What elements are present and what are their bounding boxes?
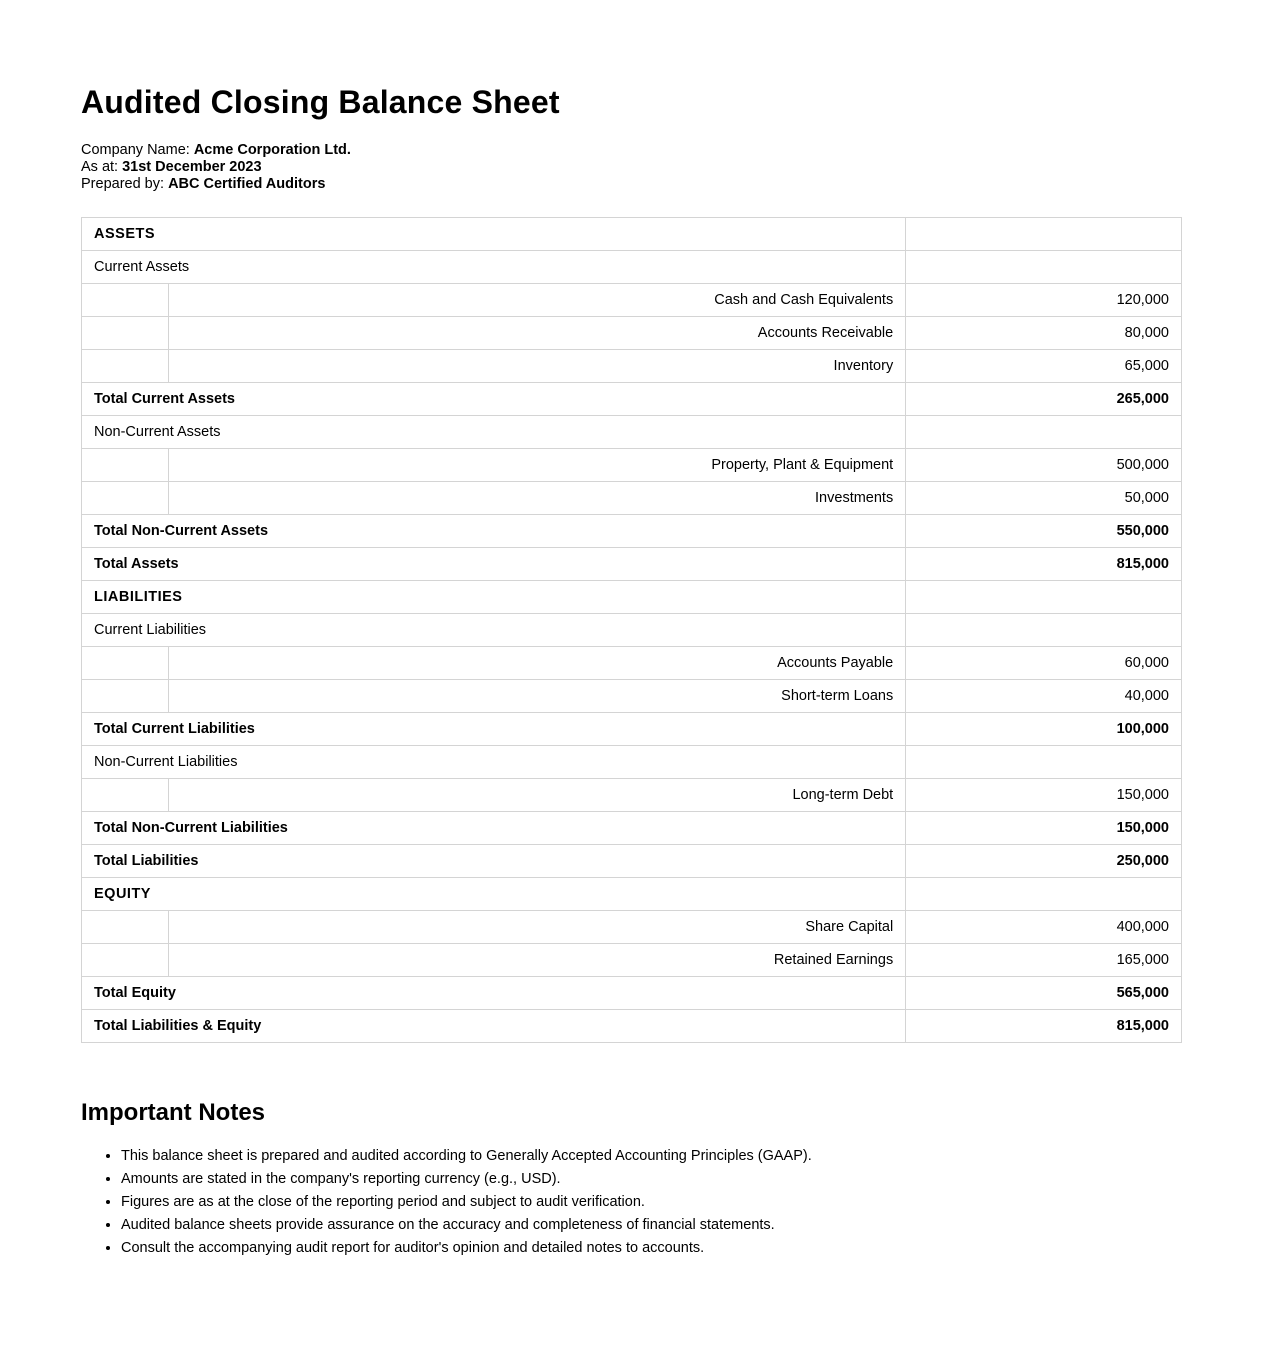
table-row [82,614,1182,647]
total-amount: 265,000 [906,383,1182,416]
company-name-value: Acme Corporation Ltd. [193,142,351,158]
table-row [82,944,1182,977]
table-row [82,713,1182,746]
total-amount: 815,000 [906,1010,1182,1043]
company-name-line [81,142,351,159]
line-item-amount: 150,000 [906,779,1182,812]
indent-cell [82,350,169,383]
indent-cell [82,449,169,482]
total-amount: 150,000 [906,812,1182,845]
total-label: Total Liabilities & Equity [82,1010,906,1043]
indent-cell [82,680,169,713]
subsection-label: Current Assets [82,251,906,284]
table-row [82,251,1182,284]
section-label: ASSETS [82,218,906,251]
table-row [82,383,1182,416]
notes-title: Important Notes [81,1099,266,1126]
table-row [82,284,1182,317]
table-row [82,647,1182,680]
table-row [82,515,1182,548]
line-item-label: Share Capital [168,911,905,944]
table-row [82,350,1182,383]
subsection-label: Current Liabilities [82,614,906,647]
total-label: Total Current Liabilities [82,713,906,746]
total-amount: 815,000 [906,548,1182,581]
note-item: • This balance sheet is prepared and audited according to Generally Accepted Accounting Principles (GAAP). [121,1145,812,1168]
line-item-label: Cash and Cash Equivalents [168,284,905,317]
subsection-amount [906,614,1182,647]
line-item-amount: 165,000 [906,944,1182,977]
company-name-label: Company Name: [81,142,194,158]
line-item-amount: 65,000 [906,350,1182,383]
line-item-amount: 400,000 [906,911,1182,944]
balance-sheet-table [81,217,1182,1043]
total-label: Total Equity [82,977,906,1010]
note-item: • Audited balance sheets provide assurance on the accuracy and completeness of financial statements. [121,1214,812,1237]
table-row [82,845,1182,878]
prepared-by-line [81,176,351,193]
subsection-amount [906,746,1182,779]
table-row [82,218,1182,251]
indent-cell [82,284,169,317]
subsection-label: Non-Current Assets [82,416,906,449]
line-item-amount: 40,000 [906,680,1182,713]
page-title: Audited Closing Balance Sheet [81,84,560,120]
line-item-label: Short-term Loans [168,680,905,713]
line-item-amount: 80,000 [906,317,1182,350]
total-label: Total Non-Current Liabilities [82,812,906,845]
total-label: Total Non-Current Assets [82,515,906,548]
table-row [82,482,1182,515]
table-row [82,548,1182,581]
line-item-amount: 60,000 [906,647,1182,680]
line-item-amount: 50,000 [906,482,1182,515]
table-row [82,581,1182,614]
total-amount: 250,000 [906,845,1182,878]
table-row [82,416,1182,449]
indent-cell [82,647,169,680]
subsection-label: Non-Current Liabilities [82,746,906,779]
total-label: Total Liabilities [82,845,906,878]
table-row [82,812,1182,845]
section-amount [906,878,1182,911]
document-meta [81,142,351,193]
indent-cell [82,944,169,977]
table-row [82,911,1182,944]
table-row [82,746,1182,779]
table-row [82,317,1182,350]
table-row [82,878,1182,911]
subsection-amount [906,416,1182,449]
indent-cell [82,482,169,515]
line-item-label: Investments [168,482,905,515]
table-row [82,680,1182,713]
line-item-amount: 500,000 [906,449,1182,482]
table-row [82,779,1182,812]
line-item-label: Property, Plant & Equipment [168,449,905,482]
notes-list [81,1145,812,1260]
subsection-amount [906,251,1182,284]
line-item-label: Accounts Payable [168,647,905,680]
as-at-value: 31st December 2023 [122,159,262,175]
balance-sheet-body [82,218,1182,1043]
section-amount [906,218,1182,251]
prepared-by-value: ABC Certified Auditors [168,176,326,192]
note-item: • Consult the accompanying audit report for auditor's opinion and detailed notes to accounts. [121,1237,812,1260]
line-item-label: Accounts Receivable [168,317,905,350]
total-amount: 550,000 [906,515,1182,548]
section-amount [906,581,1182,614]
section-label: LIABILITIES [82,581,906,614]
note-item: • Figures are as at the close of the reporting period and subject to audit verification. [121,1191,812,1214]
indent-cell [82,911,169,944]
line-item-amount: 120,000 [906,284,1182,317]
line-item-label: Long-term Debt [168,779,905,812]
total-amount: 565,000 [906,977,1182,1010]
total-amount: 100,000 [906,713,1182,746]
indent-cell [82,317,169,350]
prepared-by-label: Prepared by: [81,176,169,192]
as-at-label: As at: [81,159,123,175]
as-at-line [81,159,351,176]
section-label: EQUITY [82,878,906,911]
table-row [82,1010,1182,1043]
table-row [82,977,1182,1010]
line-item-label: Inventory [168,350,905,383]
table-row [82,449,1182,482]
indent-cell [82,779,169,812]
note-item: • Amounts are stated in the company's reporting currency (e.g., USD). [121,1168,812,1191]
total-label: Total Current Assets [82,383,906,416]
total-label: Total Assets [82,548,906,581]
line-item-label: Retained Earnings [168,944,905,977]
